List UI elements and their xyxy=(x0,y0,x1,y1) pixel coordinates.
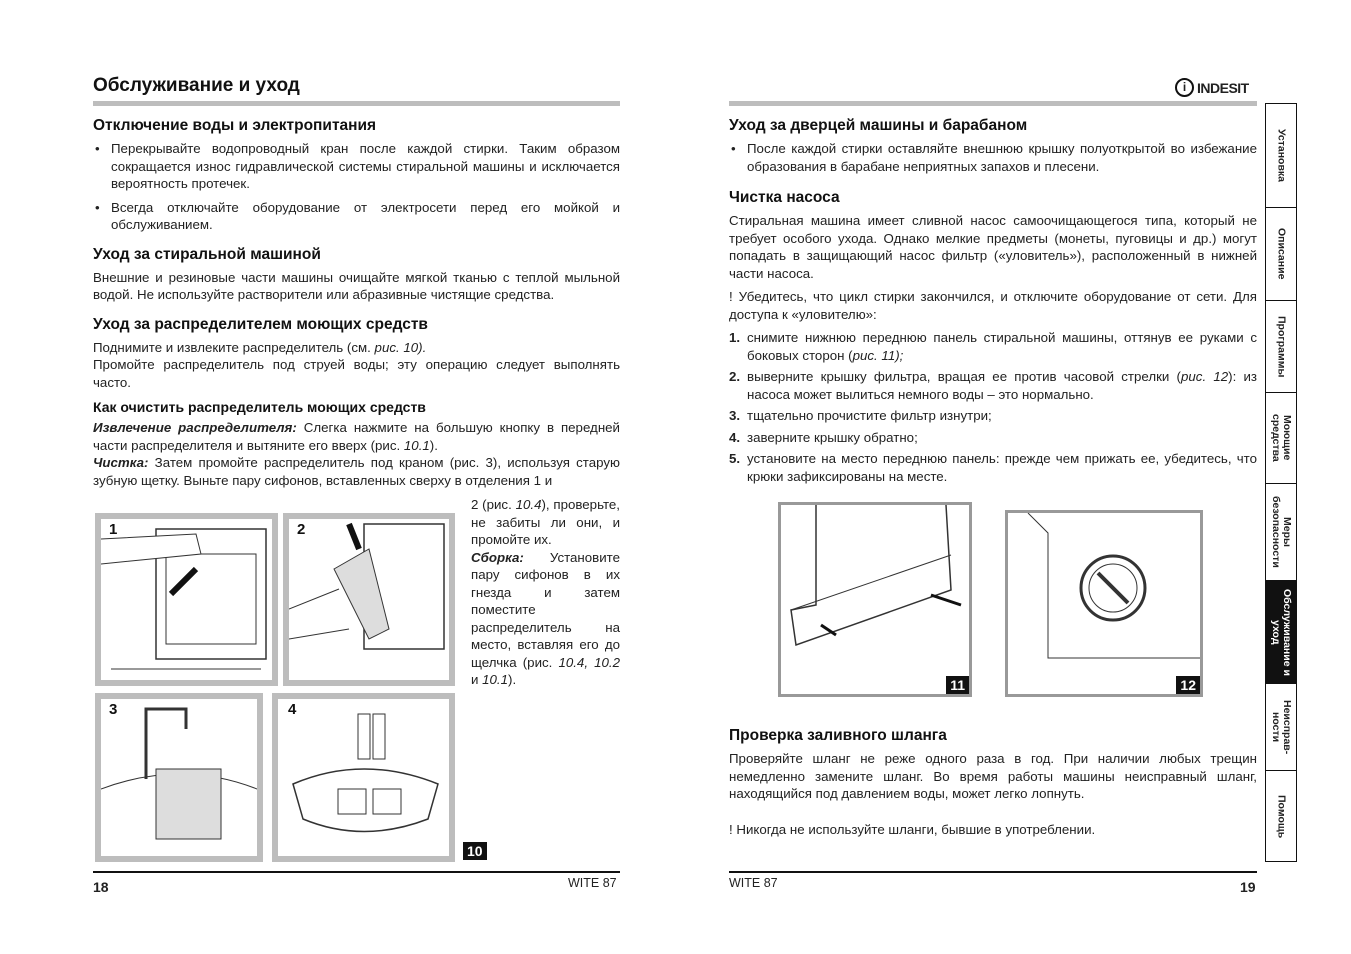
page-title: Обслуживание и уход xyxy=(93,75,300,96)
figure-siphons xyxy=(272,693,455,862)
steps-list xyxy=(729,329,1257,485)
section-heading: Отключение воды и электропитания xyxy=(93,117,377,134)
tab-label: Обслуживание и уход xyxy=(1270,588,1293,676)
model-name: WITE 87 xyxy=(729,876,778,890)
figure-number: 12 xyxy=(1176,676,1200,694)
filter-illustration xyxy=(1008,513,1200,694)
section-heading: Чистка насоса xyxy=(729,189,840,206)
section-heading: Проверка заливного шланга xyxy=(729,727,947,744)
paragraph: Стиральная машина имеет сливной насос самоочищающегося типа, который не требует особого ухода. Однако мелкие предметы (монеты, пуговицы и др.) могут попадать в защищающий насос фильтр («уловитель»), расположенный в нижней части насоса. xyxy=(729,213,1257,281)
side-paragraph: 2 (рис. 10.4), проверьте, не забиты ли они, и промойте их. Сборка: Установите пару сифонов в их гнезда и затем поместите распределитель на место, вставляя его до щелчка (рис. 10.4, 10.2 и 10.1). xyxy=(471,497,620,687)
paragraph: Внешние и резиновые части машины очищайте мягкой тканью с теплой мыльной водой. Не используйте растворители или абразивные чистящие средства. xyxy=(93,269,620,302)
siphons-illustration xyxy=(278,699,449,856)
figure-number: 3 xyxy=(109,701,118,718)
figure-number: 11 xyxy=(946,676,969,694)
subsection-heading: Как очистить распределитель моющих средств xyxy=(93,399,426,415)
step-item: 4. заверните крышку обратно; xyxy=(729,429,918,445)
figure-wash-dispenser xyxy=(95,693,263,862)
tab-label: Помощь xyxy=(1275,795,1288,839)
warning-text: ! Убедитесь, что цикл стирки закончился, и отключите оборудование от сети. Для доступа к «уловителю»: xyxy=(729,289,1257,322)
paragraph: Поднимите и извлеките распределитель (см. рис. 10). xyxy=(93,339,427,355)
logo-text: INDESIT xyxy=(1197,79,1249,96)
header-rule xyxy=(729,101,1257,106)
paragraph: Чистка: Затем промойте распределитель под краном (рис. 3), используя старую зубную щетку. Выньте пару сифонов, вставленных сверху в отделения 1 и xyxy=(93,455,620,488)
tab-0[interactable] xyxy=(1266,104,1296,208)
right-column xyxy=(729,117,1257,489)
paragraph: Извлечение распределителя: Слегка нажмите на большую кнопку в передней части распределителя и вытяните его вверх (рис. 10.1). xyxy=(93,420,620,453)
tab-6[interactable] xyxy=(1266,684,1296,771)
header-rule xyxy=(93,101,620,106)
figure-front-panel xyxy=(778,502,972,697)
tab-label: Неисправ- ности xyxy=(1270,699,1293,755)
step-item: 5. установите на место переднюю панель: прежде чем прижать ее, убедитесь, что крюки зафиксированы на месте. xyxy=(729,451,1257,484)
tab-1[interactable] xyxy=(1266,208,1296,301)
figure-number: 4 xyxy=(288,701,297,718)
tab-label: Установка xyxy=(1275,129,1288,182)
tab-label: Моющие средства xyxy=(1270,414,1293,462)
tab-label: Программы xyxy=(1275,315,1288,378)
dispenser-illustration xyxy=(101,519,272,680)
section-heading: Уход за дверцей машины и барабаном xyxy=(729,117,1028,134)
step-item: 3. тщательно прочистите фильтр изнутри; xyxy=(729,408,992,423)
left-column xyxy=(93,117,620,489)
tab-2[interactable] xyxy=(1266,301,1296,393)
figure-group-number: 10 xyxy=(463,842,487,860)
step-item: 2. выверните крышку фильтра, вращая ее против часовой стрелки (рис. 12): из насоса может вылиться немного воды – это нормально. xyxy=(729,369,1257,402)
tab-label: Описание xyxy=(1275,228,1288,280)
tab-3[interactable] xyxy=(1266,393,1296,484)
figure-lift-dispenser xyxy=(283,513,455,686)
paragraph: Проверяйте шланг не реже одного раза в год. При наличии любых трещин немедленно замените шланг. Во время работы машины неисправный шланг, находящийся под давлением воды, может легко лопнуть. xyxy=(729,751,1257,801)
footer-rule xyxy=(729,871,1257,873)
footer-rule xyxy=(93,871,620,873)
paragraph: Промойте распределитель под струей воды; эту операцию следует выполнять часто. xyxy=(93,357,620,390)
tab-5[interactable] xyxy=(1266,581,1296,684)
warning-text: ! Никогда не используйте шланги, бывшие в употреблении. xyxy=(729,821,1096,837)
hose-section xyxy=(729,727,1257,844)
page-number: 18 xyxy=(93,879,109,895)
logo-icon: i xyxy=(1175,78,1194,97)
figure-remove-dispenser xyxy=(95,513,278,686)
page-number: 19 xyxy=(1240,879,1256,895)
tab-label: Меры безопасности xyxy=(1270,496,1293,568)
figure-number: 1 xyxy=(109,521,118,538)
panel-illustration xyxy=(781,505,969,694)
bullet-item: • Всегда отключайте оборудование от электросети перед его мойкой и обслуживанием. xyxy=(93,199,620,234)
model-name: WITE 87 xyxy=(568,876,617,890)
figure-filter-cap xyxy=(1005,510,1203,697)
tab-4[interactable] xyxy=(1266,484,1296,581)
bullet-item: • После каждой стирки оставляйте внешнюю крышку полуоткрытой во избежание образования в барабане неприятных запахов и плесени. xyxy=(729,140,1257,175)
section-heading: Уход за распределителем моющих средств xyxy=(93,315,428,333)
bullet-item: • Перекрывайте водопроводный кран после каждой стирки. Таким образом сокращается износ гидравлической системы стиральной машины и исключается вероятность протечек. xyxy=(93,140,620,193)
tab-7[interactable] xyxy=(1266,771,1296,863)
section-tabs xyxy=(1265,103,1297,862)
step-item: 1. снимите нижнюю переднюю панель стиральной машины, оттянув ее руками с боковых сторон (рис. 11); xyxy=(729,330,1257,363)
figure-number: 2 xyxy=(297,521,306,538)
tap-illustration xyxy=(101,699,257,856)
dispenser-illustration xyxy=(289,519,449,680)
brand-logo xyxy=(1175,78,1249,97)
section-heading: Уход за стиральной машиной xyxy=(93,245,321,263)
